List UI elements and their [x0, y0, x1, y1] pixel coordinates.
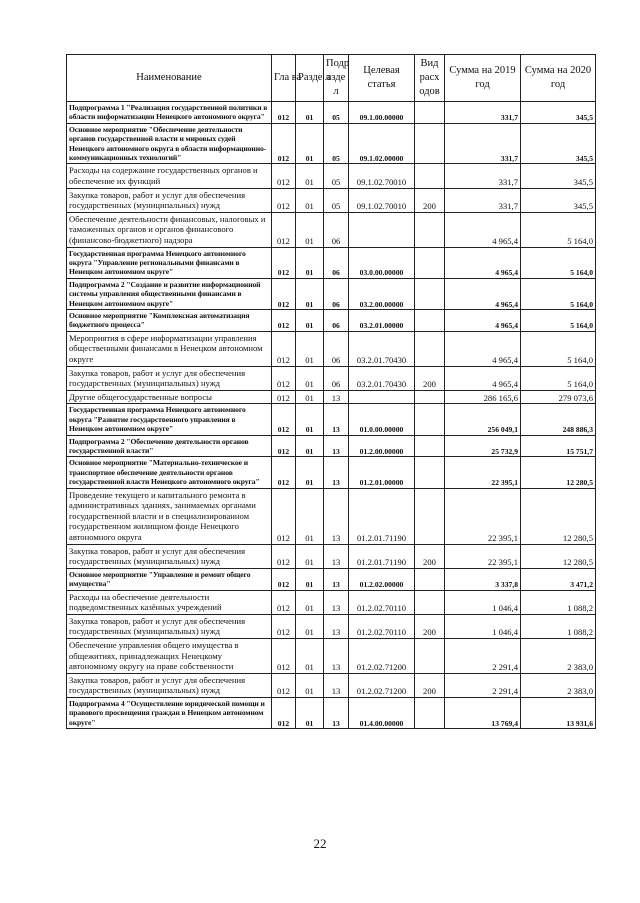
- cell-glava: 012: [272, 488, 296, 544]
- header-vid: Вид расх одов: [415, 55, 445, 102]
- cell-vid: [415, 123, 445, 164]
- header-razdel: Разде л: [296, 55, 324, 102]
- cell-sum-2020: 345,5: [521, 123, 596, 164]
- cell-glava: 012: [272, 457, 296, 488]
- cell-name: Основное мероприятие "Материально-техническое и транспортное обеспечение деятельности органов государственной власти Ненецкого автономного округа": [67, 457, 272, 488]
- table-row: [67, 457, 596, 488]
- cell-sum-2019: 4 965,4: [445, 278, 521, 309]
- cell-podrazdel: 13: [324, 568, 349, 590]
- cell-sum-2020: 279 073,6: [521, 390, 596, 404]
- cell-sum-2019: 331,7: [445, 164, 521, 188]
- table-row: [67, 366, 596, 390]
- cell-glava: 012: [272, 639, 296, 674]
- cell-glava: 012: [272, 390, 296, 404]
- cell-sum-2020: 2 383,0: [521, 673, 596, 697]
- cell-name: Подпрограмма 2 "Обеспечение деятельности органов государственной власти": [67, 435, 272, 457]
- cell-razdel: 01: [296, 310, 324, 332]
- cell-name: Проведение текущего и капитального ремонта в административных зданиях, занимаемых органами государственной власти и в специализированном государственном жилищном фонде Ненецкого автономного округа: [67, 488, 272, 544]
- cell-target: 09.1.02.70010: [349, 188, 415, 212]
- cell-sum-2020: 5 164,0: [521, 247, 596, 278]
- cell-target: 01.2.01.00000: [349, 457, 415, 488]
- table-row: [67, 544, 596, 568]
- cell-podrazdel: 06: [324, 212, 349, 247]
- cell-sum-2019: 22 395,1: [445, 457, 521, 488]
- cell-razdel: 01: [296, 188, 324, 212]
- table-row: [67, 164, 596, 188]
- cell-podrazdel: 13: [324, 544, 349, 568]
- cell-razdel: 01: [296, 366, 324, 390]
- cell-vid: 200: [415, 614, 445, 638]
- cell-vid: [415, 457, 445, 488]
- cell-podrazdel: 13: [324, 488, 349, 544]
- cell-vid: [415, 247, 445, 278]
- table-row: [67, 639, 596, 674]
- cell-vid: [415, 331, 445, 366]
- cell-sum-2019: 286 165,6: [445, 390, 521, 404]
- cell-name: Закупка товаров, работ и услуг для обеспечения государственных (муниципальных) нужд: [67, 673, 272, 697]
- cell-target: [349, 390, 415, 404]
- cell-podrazdel: 06: [324, 331, 349, 366]
- cell-sum-2019: 25 732,9: [445, 435, 521, 457]
- cell-sum-2020: 345,5: [521, 102, 596, 124]
- cell-name: Закупка товаров, работ и услуг для обеспечения государственных (муниципальных) нужд: [67, 188, 272, 212]
- cell-name: Основное мероприятие "Управление и ремонт общего имущества": [67, 568, 272, 590]
- cell-name: Подпрограмма 1 "Реализация государственной политики в области информатизации Ненецкого автономного округа": [67, 102, 272, 124]
- cell-razdel: 01: [296, 123, 324, 164]
- cell-vid: [415, 278, 445, 309]
- cell-target: 01.2.02.00000: [349, 568, 415, 590]
- cell-vid: 200: [415, 188, 445, 212]
- cell-glava: 012: [272, 697, 296, 728]
- cell-name: Основное мероприятие "Комплексная автоматизация бюджетного процесса": [67, 310, 272, 332]
- cell-razdel: 01: [296, 697, 324, 728]
- cell-name: Другие общегосударственные вопросы: [67, 390, 272, 404]
- cell-sum-2020: 2 383,0: [521, 639, 596, 674]
- cell-target: 03.2.00.00000: [349, 278, 415, 309]
- cell-name: Подпрограмма 2 "Создание и развитие информационной системы управления общественными финансами в Ненецком автономном округе": [67, 278, 272, 309]
- cell-name: Государственная программа Ненецкого автономного округа "Развитие государственного управления в Ненецком автономном округе": [67, 404, 272, 435]
- cell-vid: [415, 590, 445, 614]
- header-sum-2019: Сумма на 2019 год: [445, 55, 521, 102]
- cell-razdel: 01: [296, 102, 324, 124]
- cell-sum-2020: 15 751,7: [521, 435, 596, 457]
- cell-glava: 012: [272, 544, 296, 568]
- cell-name: Закупка товаров, работ и услуг для обеспечения государственных (муниципальных) нужд: [67, 366, 272, 390]
- cell-sum-2019: 4 965,4: [445, 212, 521, 247]
- cell-target: 01.2.01.71190: [349, 488, 415, 544]
- cell-name: Мероприятия в сфере информатизации управления общественными финансами в Ненецком автономном округе: [67, 331, 272, 366]
- cell-target: [349, 212, 415, 247]
- header-glava: Гла ва: [272, 55, 296, 102]
- budget-table: [66, 54, 596, 729]
- cell-razdel: 01: [296, 164, 324, 188]
- cell-target: 01.2.01.71190: [349, 544, 415, 568]
- cell-sum-2020: 5 164,0: [521, 212, 596, 247]
- cell-target: 01.4.00.00000: [349, 697, 415, 728]
- cell-glava: 012: [272, 568, 296, 590]
- cell-sum-2019: 13 769,4: [445, 697, 521, 728]
- header-target: Целевая статья: [349, 55, 415, 102]
- cell-glava: 012: [272, 164, 296, 188]
- table-row: [67, 310, 596, 332]
- cell-podrazdel: 13: [324, 673, 349, 697]
- cell-sum-2020: 3 471,2: [521, 568, 596, 590]
- budget-table-sheet: [66, 54, 595, 729]
- cell-glava: 012: [272, 212, 296, 247]
- cell-podrazdel: 13: [324, 614, 349, 638]
- cell-vid: [415, 404, 445, 435]
- cell-target: 03.2.01.70430: [349, 331, 415, 366]
- cell-podrazdel: 13: [324, 697, 349, 728]
- cell-sum-2020: 5 164,0: [521, 278, 596, 309]
- cell-glava: 012: [272, 123, 296, 164]
- cell-razdel: 01: [296, 544, 324, 568]
- cell-razdel: 01: [296, 568, 324, 590]
- cell-sum-2019: 4 965,4: [445, 310, 521, 332]
- cell-sum-2019: 256 049,1: [445, 404, 521, 435]
- table-row: [67, 278, 596, 309]
- cell-vid: [415, 310, 445, 332]
- table-row: [67, 212, 596, 247]
- cell-sum-2020: 5 164,0: [521, 366, 596, 390]
- cell-podrazdel: 06: [324, 366, 349, 390]
- cell-sum-2020: 13 931,6: [521, 697, 596, 728]
- cell-sum-2020: 12 280,5: [521, 488, 596, 544]
- cell-target: 09.1.00.00000: [349, 102, 415, 124]
- table-row: [67, 188, 596, 212]
- cell-target: 01.0.00.00000: [349, 404, 415, 435]
- page-number: 22: [313, 836, 327, 851]
- cell-name: Расходы на обеспечение деятельности подведомственных казённых учреждений: [67, 590, 272, 614]
- table-row: [67, 123, 596, 164]
- cell-sum-2020: 1 088,2: [521, 614, 596, 638]
- cell-vid: [415, 568, 445, 590]
- cell-razdel: 01: [296, 390, 324, 404]
- header-podrazdel: Подр азде л: [324, 55, 349, 102]
- header-sum-2020: Сумма на 2020 год: [521, 55, 596, 102]
- cell-podrazdel: 06: [324, 247, 349, 278]
- cell-name: Закупка товаров, работ и услуг для обеспечения государственных (муниципальных) нужд: [67, 544, 272, 568]
- cell-glava: 012: [272, 614, 296, 638]
- cell-vid: 200: [415, 673, 445, 697]
- cell-sum-2019: 1 046,4: [445, 590, 521, 614]
- cell-name: Подпрограмма 4 "Осуществление юридической помощи и правового просвещения граждан в Ненецком автономном округе": [67, 697, 272, 728]
- cell-sum-2019: 1 046,4: [445, 614, 521, 638]
- table-row: [67, 697, 596, 728]
- cell-name: Основное мероприятие "Обеспечение деятельности органов государственной власти и мировых судей Ненецкого автономного округа в области информационно-коммуникационных технологий": [67, 123, 272, 164]
- cell-target: 03.0.00.00000: [349, 247, 415, 278]
- cell-name: Расходы на содержание государственных органов и обеспечение их функций: [67, 164, 272, 188]
- cell-razdel: 01: [296, 247, 324, 278]
- cell-name: Обеспечение управления общего имущества в общежитиях, принадлежащих Ненецкому автономному округу на праве собственности: [67, 639, 272, 674]
- cell-razdel: 01: [296, 590, 324, 614]
- cell-podrazdel: 13: [324, 390, 349, 404]
- cell-glava: 012: [272, 673, 296, 697]
- cell-podrazdel: 05: [324, 102, 349, 124]
- cell-glava: 012: [272, 278, 296, 309]
- cell-target: 01.2.02.70110: [349, 590, 415, 614]
- cell-glava: 012: [272, 102, 296, 124]
- table-row: [67, 568, 596, 590]
- cell-razdel: 01: [296, 404, 324, 435]
- cell-glava: 012: [272, 435, 296, 457]
- table-row: [67, 390, 596, 404]
- cell-podrazdel: 06: [324, 310, 349, 332]
- cell-target: 01.2.00.00000: [349, 435, 415, 457]
- cell-podrazdel: 13: [324, 457, 349, 488]
- cell-razdel: 01: [296, 488, 324, 544]
- cell-podrazdel: 05: [324, 188, 349, 212]
- cell-sum-2019: 4 965,4: [445, 366, 521, 390]
- cell-target: 01.2.02.71200: [349, 639, 415, 674]
- cell-target: 01.2.02.71200: [349, 673, 415, 697]
- cell-podrazdel: 05: [324, 123, 349, 164]
- cell-target: 01.2.02.70110: [349, 614, 415, 638]
- cell-razdel: 01: [296, 457, 324, 488]
- cell-sum-2020: 12 280,5: [521, 544, 596, 568]
- cell-glava: 012: [272, 366, 296, 390]
- cell-sum-2019: 22 395,1: [445, 488, 521, 544]
- cell-sum-2019: 2 291,4: [445, 673, 521, 697]
- cell-name: Обеспечение деятельности финансовых, налоговых и таможенных органов и органов финансового (финансово-бюджетного) надзора: [67, 212, 272, 247]
- cell-name: Закупка товаров, работ и услуг для обеспечения государственных (муниципальных) нужд: [67, 614, 272, 638]
- cell-vid: [415, 102, 445, 124]
- cell-glava: 012: [272, 590, 296, 614]
- cell-sum-2020: 5 164,0: [521, 331, 596, 366]
- cell-target: 09.1.02.00000: [349, 123, 415, 164]
- cell-razdel: 01: [296, 614, 324, 638]
- cell-vid: [415, 435, 445, 457]
- cell-name: Государственная программа Ненецкого автономного округа "Управление региональными финансами в Ненецком автономном округе": [67, 247, 272, 278]
- cell-vid: [415, 697, 445, 728]
- cell-podrazdel: 13: [324, 639, 349, 674]
- cell-sum-2019: 4 965,4: [445, 331, 521, 366]
- table-row: [67, 102, 596, 124]
- table-row: [67, 488, 596, 544]
- cell-sum-2020: 1 088,2: [521, 590, 596, 614]
- cell-sum-2020: 12 280,5: [521, 457, 596, 488]
- table-row: [67, 673, 596, 697]
- cell-vid: [415, 212, 445, 247]
- table-body: [67, 102, 596, 729]
- cell-vid: [415, 164, 445, 188]
- cell-vid: [415, 390, 445, 404]
- cell-sum-2020: 345,5: [521, 164, 596, 188]
- cell-sum-2019: 331,7: [445, 188, 521, 212]
- cell-razdel: 01: [296, 212, 324, 247]
- cell-sum-2019: 22 395,1: [445, 544, 521, 568]
- cell-podrazdel: 13: [324, 435, 349, 457]
- cell-glava: 012: [272, 188, 296, 212]
- cell-vid: 200: [415, 544, 445, 568]
- cell-glava: 012: [272, 404, 296, 435]
- cell-sum-2020: 248 886,3: [521, 404, 596, 435]
- cell-glava: 012: [272, 331, 296, 366]
- cell-sum-2019: 3 337,8: [445, 568, 521, 590]
- cell-sum-2019: 4 965,4: [445, 247, 521, 278]
- cell-target: 03.2.01.70430: [349, 366, 415, 390]
- cell-sum-2019: 331,7: [445, 102, 521, 124]
- table-row: [67, 614, 596, 638]
- cell-sum-2019: 2 291,4: [445, 639, 521, 674]
- table-row: [67, 404, 596, 435]
- cell-vid: [415, 488, 445, 544]
- cell-razdel: 01: [296, 278, 324, 309]
- cell-vid: 200: [415, 366, 445, 390]
- table-row: [67, 247, 596, 278]
- cell-podrazdel: 13: [324, 590, 349, 614]
- cell-target: 09.1.02.70010: [349, 164, 415, 188]
- table-row: [67, 331, 596, 366]
- cell-sum-2019: 331,7: [445, 123, 521, 164]
- table-row: [67, 435, 596, 457]
- cell-sum-2020: 345,5: [521, 188, 596, 212]
- cell-podrazdel: 06: [324, 278, 349, 309]
- table-row: [67, 590, 596, 614]
- cell-podrazdel: 13: [324, 404, 349, 435]
- cell-razdel: 01: [296, 435, 324, 457]
- cell-glava: 012: [272, 310, 296, 332]
- cell-podrazdel: 05: [324, 164, 349, 188]
- header-row: [67, 55, 596, 102]
- cell-razdel: 01: [296, 331, 324, 366]
- cell-sum-2020: 5 164,0: [521, 310, 596, 332]
- header-name: Наименование: [67, 55, 272, 102]
- cell-razdel: 01: [296, 673, 324, 697]
- cell-glava: 012: [272, 247, 296, 278]
- cell-razdel: 01: [296, 639, 324, 674]
- cell-target: 03.2.01.00000: [349, 310, 415, 332]
- cell-vid: [415, 639, 445, 674]
